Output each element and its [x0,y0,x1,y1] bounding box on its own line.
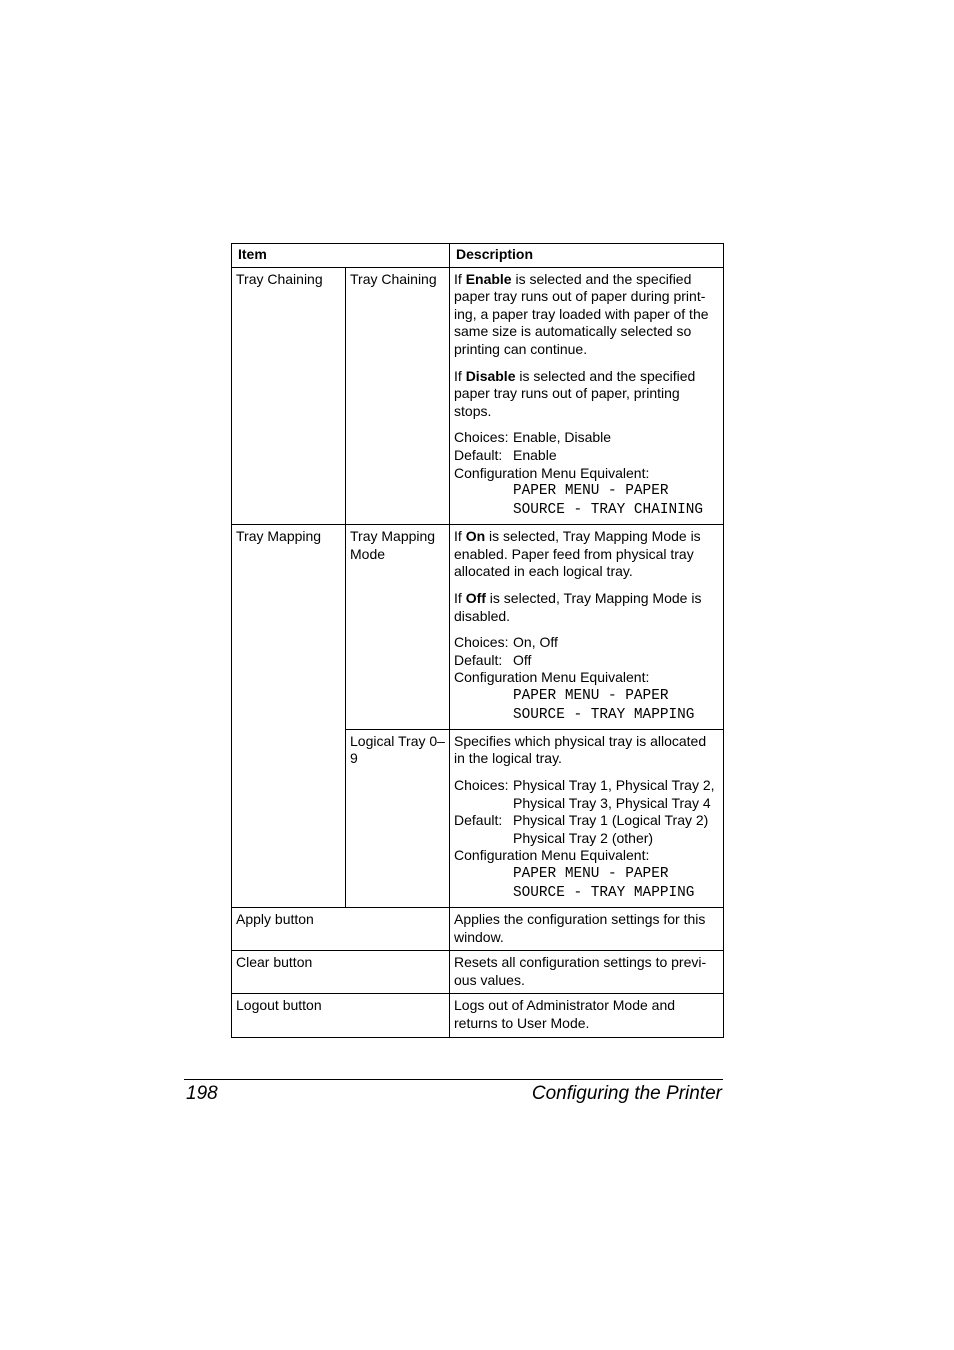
menu-path: SOURCE - TRAY CHAINING [513,502,704,519]
menu-path: PAPER MENU - PAPER [513,866,669,883]
menu-path: PAPER MENU - PAPER [513,687,669,704]
row-description-tray-mapping-mode: If On is selected, Tray Mapping Mode is enabled. Paper feed from physical tray allocated in each logical tray. If Off is selected, Tray Mapping Mode is disabled. Choices: On, Off Default: Off Configuration Menu Equivalent: PAPER MENU - PAPER SOURCE - TRAY MAPPING [450,525,724,730]
settings-table [231,243,724,1038]
table-row [232,525,724,730]
header-description: Description [450,244,724,268]
row-item-apply-button: Apply button [232,908,450,951]
table-row [232,994,724,1037]
row-description-apply-button: Applies the configuration settings for this window. [450,908,724,951]
row-description-logical-tray: Specifies which physical tray is allocated in the logical tray. Choices: Physical Tray 1, Physical Tray 2, Physical Tray 3, Physical Tray 4 Default: Physical Tray 1 (Logical Tray 2) Physical Tray 2 (other) Configuration Menu Equivalent: PAPER MENU - PAPER SOURCE - TRAY MAPPING [450,729,724,907]
menu-path: PAPER MENU - PAPER [513,483,669,500]
chapter-title: Configuring the Printer [531,1083,722,1104]
row-item-tray-chaining: Tray Chaining [232,267,346,525]
row-item-clear-button: Clear button [232,951,450,994]
row-item-logout-button: Logout button [232,994,450,1037]
row-description-clear-button: Resets all configuration settings to previ-ous values. [450,951,724,994]
table-row [232,951,724,994]
row-description-tray-chaining: If Enable is selected and the specified paper tray runs out of paper during print-ing, a paper tray loaded with paper of the same size is automatically selected so printing can continue. If Disable is selected and the specified paper tray runs out of paper, printing stops. Choices: Enable, Disable Default: Enable Configuration Menu Equivalent: PAPER MENU - PAPER SOURCE - TRAY CHAINING [450,267,724,525]
page-number: 198 [186,1083,218,1104]
row-description-logout-button: Logs out of Administrator Mode and returns to User Mode. [450,994,724,1037]
table-row [232,267,724,525]
table-header-row [232,244,724,268]
row-sub-logical-tray: Logical Tray 0–9 [346,729,450,907]
menu-path: SOURCE - TRAY MAPPING [513,706,695,723]
table-row [232,908,724,951]
row-sub-tray-chaining: Tray Chaining [346,267,450,525]
menu-path: SOURCE - TRAY MAPPING [513,885,695,902]
footer-divider [184,1079,723,1080]
row-sub-tray-mapping-mode: Tray Mapping Mode [346,525,450,730]
row-item-tray-mapping: Tray Mapping [232,525,346,908]
header-item: Item [232,244,450,268]
